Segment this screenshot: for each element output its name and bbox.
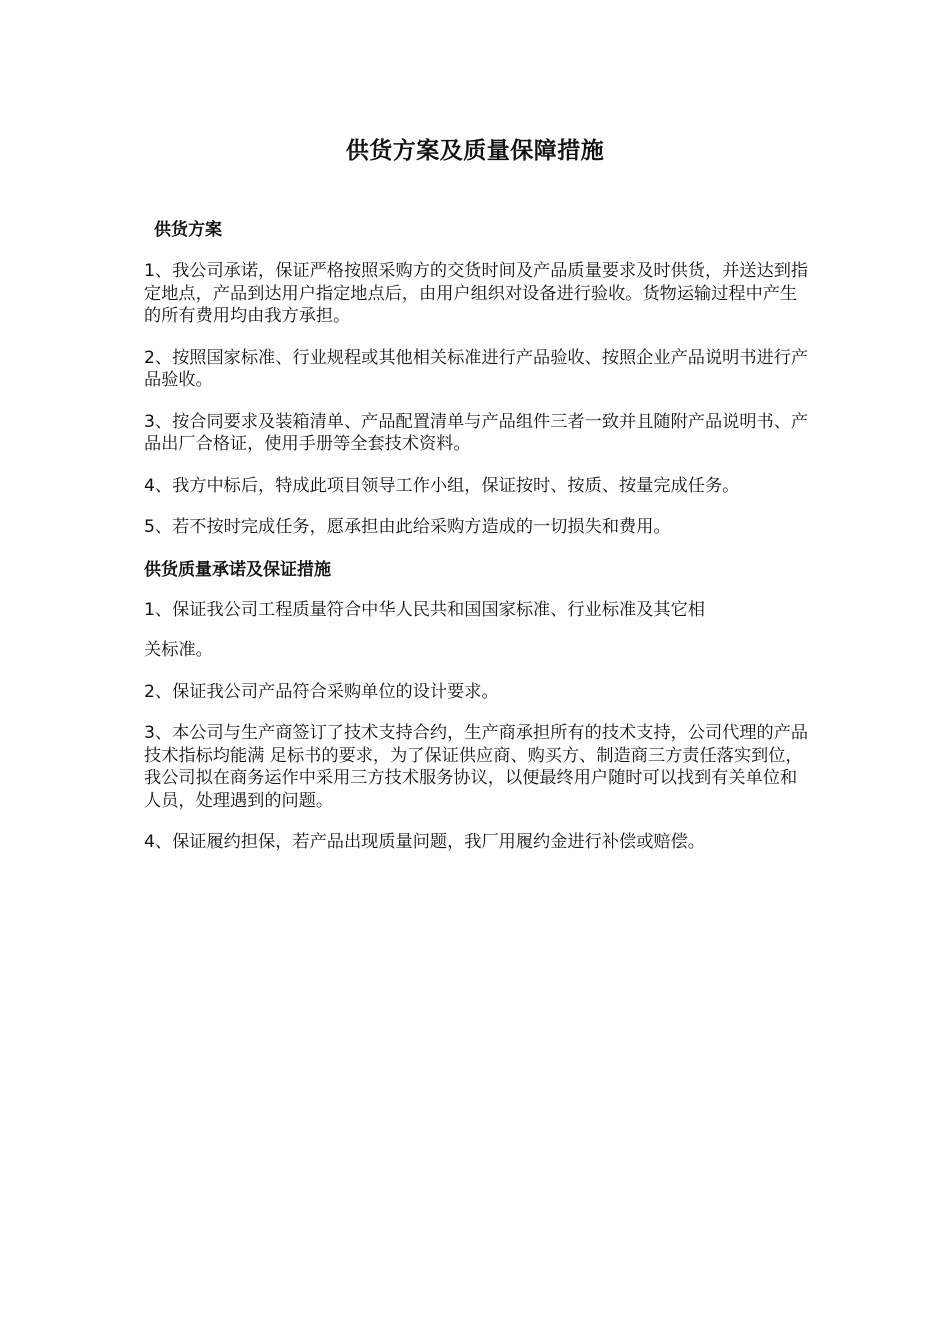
document-body bbox=[144, 218, 810, 873]
quality-item-1: 1、保证我公司工程质量符合中华人民共和国国家标准、行业标准及其它相 bbox=[144, 599, 705, 620]
quality-item-3: 3、本公司与生产商签订了技术支持合约，生产商承担所有的技术支持，公司代理的产品技术指标均能满 足标书的要求，为了保证供应商、购买方、制造商三方责任落实到位，我公司拟在商务运作中采用三方技术服务协议，以便最终用户随时可以找到有关单位和人员，处理遇到的问题。 bbox=[144, 723, 809, 811]
quality-item-4: 4、保证履约担保，若产品出现质量问题，我厂用履约金进行补偿或赔偿。 bbox=[144, 832, 705, 852]
section-heading-supply-plan: 供货方案 bbox=[154, 220, 222, 240]
quality-item-2: 2、保证我公司产品符合采购单位的设计要求。 bbox=[144, 681, 499, 702]
supply-plan-item-5: 5、若不按时完成任务，愿承担由此给采购方造成的一切损失和费用。 bbox=[144, 517, 671, 537]
supply-plan-item-1: 1、我公司承诺，保证严格按照采购方的交货时间及产品质量要求及时供货，并送达到指定地点，产品到达用户指定地点后，由用户组织对设备进行验收。货物运输过程中产生的所有费用均由我方承担。 bbox=[144, 261, 809, 326]
supply-plan-item-4: 4、我方中标后，特成此项目领导工作小组，保证按时、按质、按量完成任务。 bbox=[144, 475, 740, 496]
supply-plan-item-2: 2、按照国家标准、行业规程或其他相关标准进行产品验收、按照企业产品说明书进行产品验收。 bbox=[144, 347, 809, 390]
document-title: 供货方案及质量保障措施 bbox=[345, 138, 605, 164]
section-heading-quality-assurance: 供货质量承诺及保证措施 bbox=[144, 559, 331, 580]
supply-plan-item-3: 3、按合同要求及装箱清单、产品配置清单与产品组件三者一致并且随附产品说明书、产 品出厂合格证，使用手册等全套技术资料。 bbox=[144, 411, 809, 454]
quality-item-1-continued: 关标准。 bbox=[144, 640, 213, 660]
